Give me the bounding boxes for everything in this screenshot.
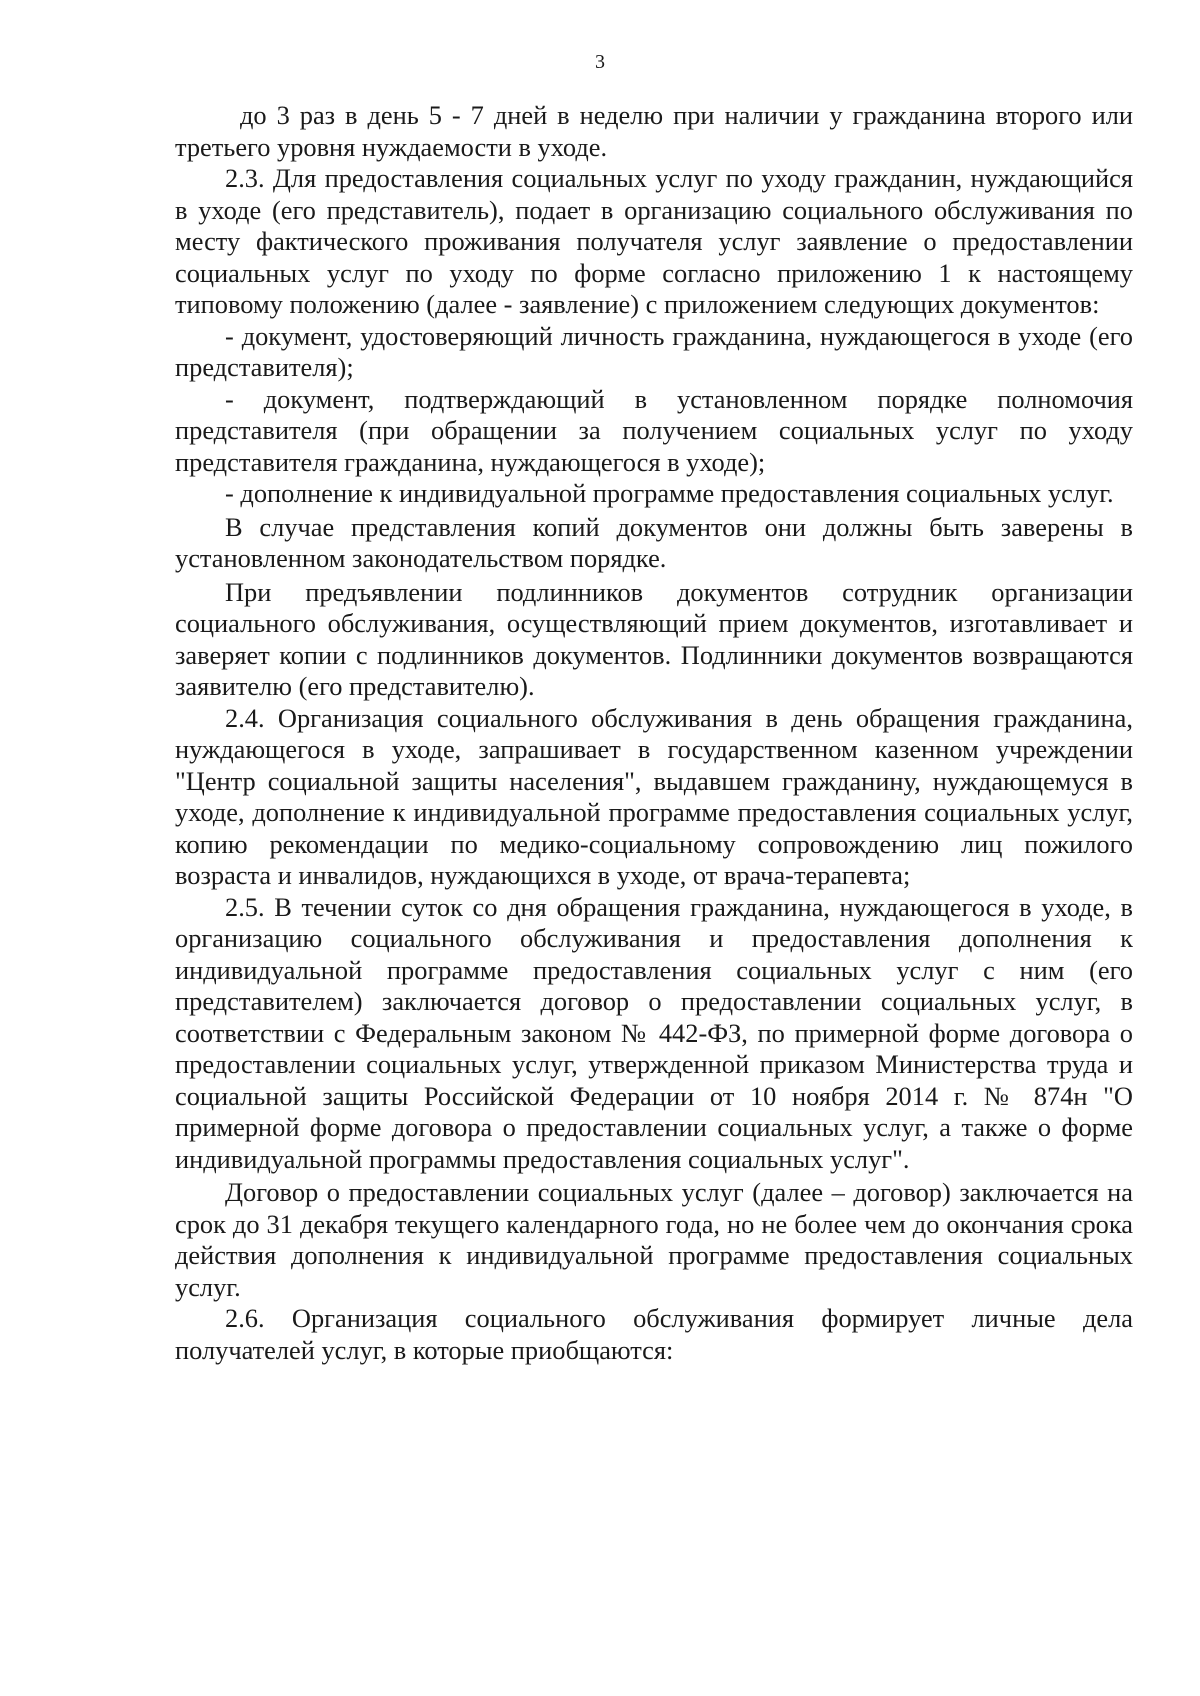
document-body xyxy=(175,100,1133,1366)
paragraph-1: до 3 раз в день 5 - 7 дней в неделю при наличии у гражданина второго или третьего уровня нуждаемости в уходе. xyxy=(175,100,1133,162)
paragraph-contract: Договор о предоставлении социальных услуг (далее – договор) заключается на срок до 31 декабря текущего календарного года, но не более чем до окончания срока действия дополнения к индивидуальной программе предоставления социальных услуг. xyxy=(175,1177,1133,1302)
page-number: 3 xyxy=(595,51,605,73)
paragraph-copies: В случае представления копий документов они должны быть заверены в установленном законодательством порядке. xyxy=(175,511,1133,573)
list-item-identity-document: - документ, удостоверяющий личность гражданина, нуждающегося в уходе (его представителя); xyxy=(175,320,1133,382)
paragraph-2-6: 2.6. Организация социального обслуживания формирует личные дела получателей услуг, в которые приобщаются: xyxy=(175,1303,1133,1365)
paragraph-originals: При предъявлении подлинников документов сотрудник организации социального обслуживания, осуществляющий прием документов, изготавливает и заверяет копии с подлинников документов. Подлинники документов возвращаются заявителю (его представителю). xyxy=(175,576,1133,701)
list-item-authority-document: - документ, подтверждающий в установленном порядке полномочия представителя (при обращении за получением социальных услуг по уходу представителя гражданина, нуждающегося в уходе); xyxy=(175,383,1133,477)
paragraph-2-4: 2.4. Организация социального обслуживания в день обращения гражданина, нуждающегося в уходе, запрашивает в государственном казенном учреждении "Центр социальной защиты населения", выдавшем гражданину, нуждающемуся в уходе, дополнение к индивидуальной программе предоставления социальных услуг, копию рекомендации по медико-социальному сопровождению лиц пожилого возраста и инвалидов, нуждающихся в уходе, от врача-терапевта; xyxy=(175,702,1133,890)
paragraph-2-5: 2.5. В течении суток со дня обращения гражданина, нуждающегося в уходе, в организацию социального обслуживания и предоставления дополнения к индивидуальной программе предоставления социальных услуг с ним (его представителем) заключается договор о предоставлении социальных услуг, в соответствии с Федеральным законом № 442-ФЗ, по примерной форме договора о предоставлении социальных услуг, утвержденной приказом Министерства труда и социальной защиты Российской Федерации от 10 ноября 2014 г. № 874н "О примерной форме договора о предоставлении социальных услуг, а также о форме индивидуальной программы предоставления социальных услуг". xyxy=(175,891,1133,1174)
list-item-program-supplement: - дополнение к индивидуальной программе предоставления социальных услуг. xyxy=(225,478,1114,508)
paragraph-2-3: 2.3. Для предоставления социальных услуг по уходу гражданин, нуждающийся в уходе (его представитель), подает в организацию социального обслуживания по месту фактического проживания получателя услуг заявление о предоставлении социальных услуг по уходу по форме согласно приложению 1 к настоящему типовому положению (далее - заявление) с приложением следующих документов: xyxy=(175,163,1133,319)
